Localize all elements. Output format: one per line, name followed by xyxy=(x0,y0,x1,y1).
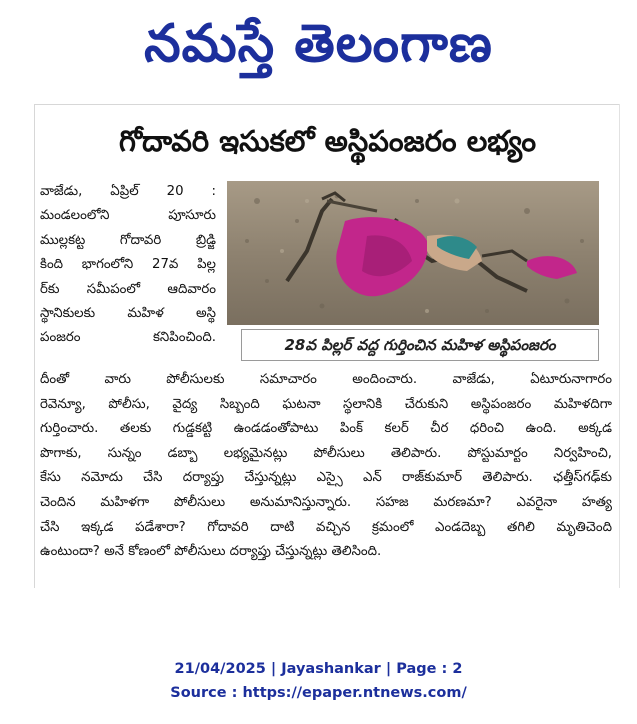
article-right-border xyxy=(619,104,620,588)
article-top-border xyxy=(34,104,620,105)
text-line: ముల్లకట్ట గోదావరి బ్రిడ్జి xyxy=(40,232,216,248)
text-line: పొగాకు, సున్నం డబ్బా లభ్యమైనట్లు పోలీసులు తెలిపారు. పోస్టుమార్టం నిర్వహించి, xyxy=(40,445,612,461)
text-line: రెవెన్యూ, పోలీసు, వైద్య సిబ్బంది ఘటనా స్థలానికి చేరుకుని అస్థిపంజరం మహిళదిగా xyxy=(40,396,612,412)
article-photo xyxy=(227,181,599,325)
skeleton-photo-icon xyxy=(227,181,599,325)
text-line: గుర్తించారు. తలకు గుడ్డకట్టి ఉండడంతోపాటు పింక్ కలర్ చీర ధరించి ఉంది. అక్కడ xyxy=(40,421,612,437)
footer-date-edition: 21/04/2025 | Jayashankar | Page : 2 xyxy=(174,661,463,677)
page-footer xyxy=(0,657,637,705)
article-headline: గోదావరి ఇసుకలో అస్థిపంజరం లభ్యం xyxy=(118,124,537,158)
masthead-logo: నమస్తే తెలంగాణ xyxy=(144,13,493,74)
text-line: వాజేడు, ఏప్రిల్ 20 : xyxy=(40,184,216,199)
text-line: మండలంలోని పూసూరు xyxy=(40,208,216,224)
text-line: చెందిన మహిళగా పోలీసులు అనుమానిస్తున్నారు. సహజ మరణమా? ఎవరైనా హత్య xyxy=(40,494,612,510)
text-line: కేసు నమోదు చేసి దర్యాప్తు చేస్తున్నట్లు ఎస్సై ఎన్ రాజ్‌కుమార్ తెలిపారు. ఛత్తీస్‌గఢ్‌కు xyxy=(40,470,612,486)
article-body xyxy=(40,368,612,565)
text-line: స్థానికులకు మహిళ అస్థి xyxy=(40,305,216,321)
text-line: దీంతో వారు పోలీసులకు సమాచారం అందించారు. వాజేడు, ఏటూరునాగారం xyxy=(40,372,612,387)
article-lead-column xyxy=(40,180,216,351)
text-line: పంజరం కనిపించింది. xyxy=(40,330,216,346)
text-line: ర్‌కు సమీపంలో ఆదివారం xyxy=(40,281,216,297)
article-left-border xyxy=(34,104,35,588)
footer-source-link[interactable]: Source : https://epaper.ntnews.com/ xyxy=(170,685,467,701)
photo-caption: 28వ పిల్లర్ వద్ద గుర్తించిన మహిళ అస్థిపంజరం xyxy=(241,329,599,361)
text-line: చేసి ఇక్కడ పడేశారా? గోదావరి దాటి వచ్చిన క్రమంలో ఎండదెబ్బ తగిలి మృతిచెంది xyxy=(40,519,612,535)
text-line: ఉంటుందా? అనే కోణంలో పోలీసులు దర్యాప్తు చేస్తున్నట్లు తెలిసింది. xyxy=(40,544,382,560)
text-line: కింది భాగంలోని 27వ పిల్ల xyxy=(40,257,216,273)
